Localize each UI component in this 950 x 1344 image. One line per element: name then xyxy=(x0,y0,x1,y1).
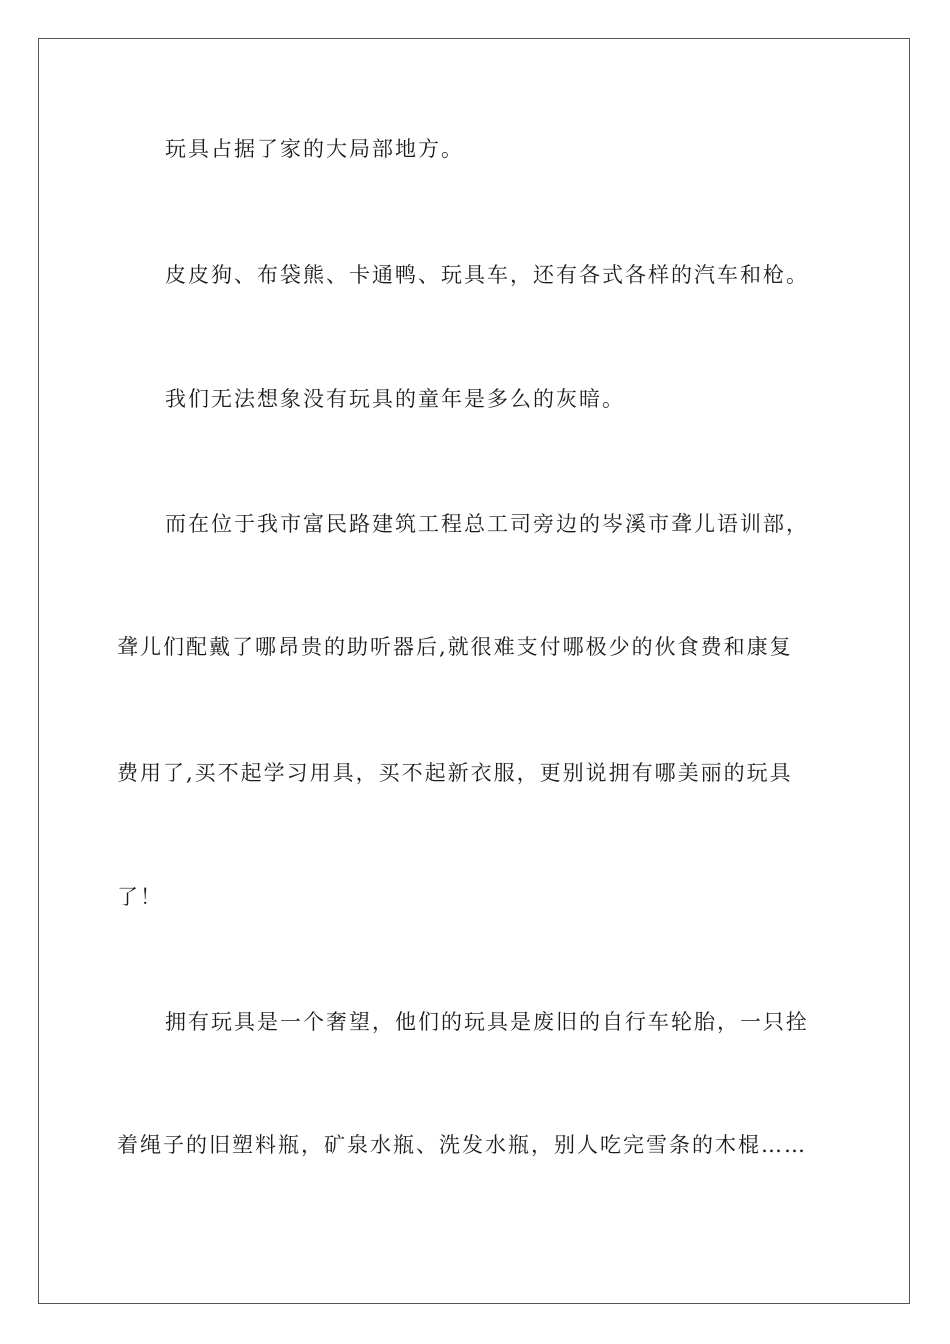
paragraph-line-4: 而在位于我市富民路建筑工程总工司旁边的岑溪市聋儿语训部， xyxy=(165,512,809,536)
paragraph-line-2: 皮皮狗、布袋熊、卡通鸭、玩具车，还有各式各样的汽车和枪。 xyxy=(165,263,809,287)
paragraph-line-6: 费用了,买不起学习用具，买不起新衣服，更别说拥有哪美丽的玩具 xyxy=(117,761,793,785)
paragraph-line-5: 聋儿们配戴了哪昂贵的助听器后,就很难支付哪极少的伙食费和康复 xyxy=(117,635,793,659)
paragraph-line-3: 我们无法想象没有玩具的童年是多么的灰暗。 xyxy=(165,387,625,411)
page-border xyxy=(38,38,910,1304)
paragraph-line-8: 拥有玩具是一个奢望，他们的玩具是废旧的自行车轮胎，一只拴 xyxy=(165,1010,809,1034)
paragraph-line-1: 玩具占据了家的大局部地方。 xyxy=(165,137,464,161)
paragraph-line-7: 了！ xyxy=(117,885,163,909)
paragraph-line-9: 着绳子的旧塑料瓶，矿泉水瓶、洗发水瓶，别人吃完雪条的木棍…… xyxy=(117,1133,807,1157)
